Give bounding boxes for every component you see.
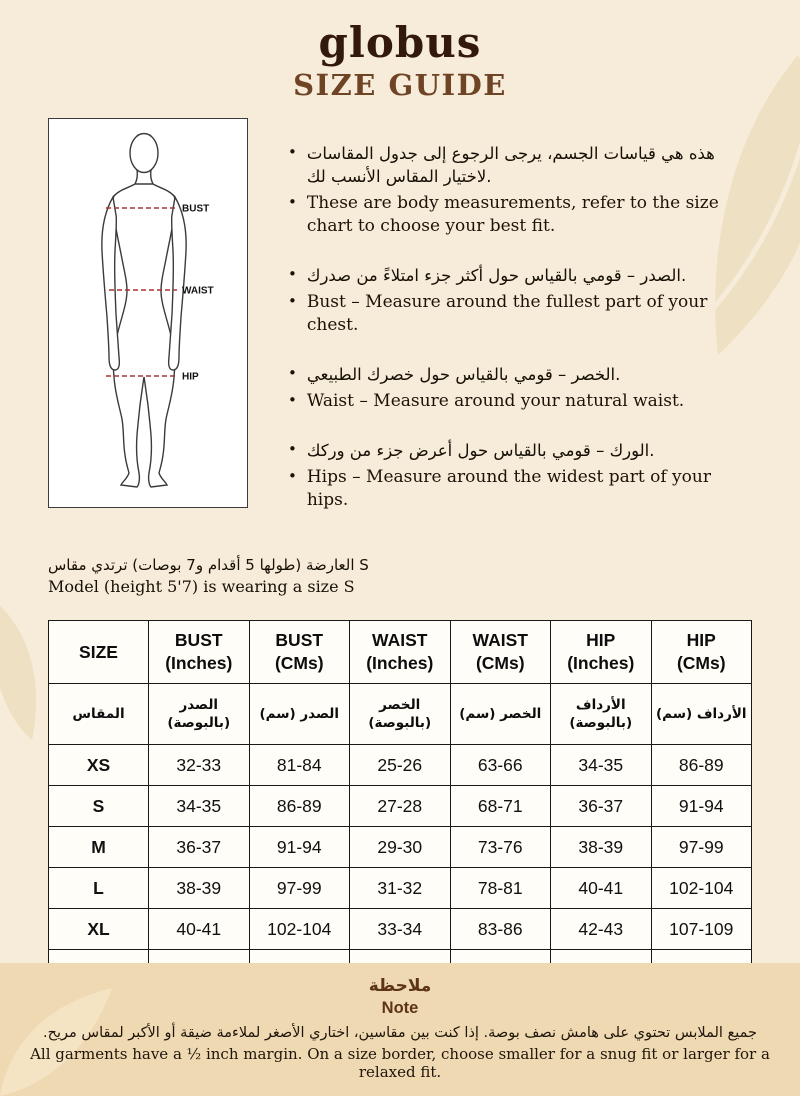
header-cell-hip-cm-ar: الأرداف (سم)	[651, 684, 752, 745]
table-cell: 91-94	[249, 827, 350, 868]
body-measurement-diagram	[49, 119, 245, 505]
table-cell: 83-86	[450, 909, 551, 950]
table-cell: 27-28	[350, 786, 451, 827]
list-item	[288, 264, 732, 287]
instruction-block-overview	[288, 142, 732, 238]
instruction-arabic: هذه هي قياسات الجسم، يرجى الرجوع إلى جدول المقاسات لاختيار المقاس الأنسب لك.	[306, 144, 715, 187]
header-cell-size-ar: المقاس	[49, 684, 149, 745]
table-cell: 31-32	[350, 868, 451, 909]
instruction-block-waist	[288, 363, 732, 413]
table-cell: 86-89	[651, 745, 752, 786]
bullet-icon: •	[288, 364, 297, 383]
header-cell-waist-in: WAIST (Inches)	[350, 621, 451, 684]
table-cell: 107-109	[651, 909, 752, 950]
size-cell: M	[49, 827, 149, 868]
table-cell: 36-37	[149, 827, 250, 868]
list-item	[288, 142, 732, 188]
table-cell: 86-89	[249, 786, 350, 827]
note-title-arabic: ملاحظة	[368, 976, 432, 996]
table-cell: 81-84	[249, 745, 350, 786]
table-cell: 25-26	[350, 745, 451, 786]
main-content	[48, 118, 760, 538]
bullet-icon: •	[288, 265, 297, 284]
table-cell: 78-81	[450, 868, 551, 909]
table-cell: 73-76	[450, 827, 551, 868]
note-body-arabic: جميع الملابس تحتوي على هامش نصف بوصة. إذا كنت بين مقاسين، اختاري الأصغر لملاءمة ضيقة أو الأكبر لمقاس مريح.	[43, 1025, 757, 1041]
header-cell-hip-in-ar: الأرداف (بالبوصة)	[551, 684, 652, 745]
header-cell-bust-cm: BUST (CMs)	[249, 621, 350, 684]
table-cell: 40-41	[149, 909, 250, 950]
bullet-icon: •	[288, 467, 297, 486]
table-cell: 32-33	[149, 745, 250, 786]
table-header-row-english	[49, 621, 752, 684]
instruction-block-bust	[288, 264, 732, 337]
table-cell: 33-34	[350, 909, 451, 950]
list-item	[288, 363, 732, 386]
table-row	[49, 745, 752, 786]
table-cell: 102-104	[651, 868, 752, 909]
header-cell-hip-in: HIP (Inches)	[551, 621, 652, 684]
leaf-decoration-left-icon	[0, 600, 54, 770]
instruction-english: Waist – Measure around your natural waist.	[306, 391, 685, 412]
table-cell: 42-43	[551, 909, 652, 950]
table-cell: 38-39	[149, 868, 250, 909]
table-header-row-arabic	[49, 684, 752, 745]
instructions-list	[288, 118, 760, 538]
table-row	[49, 868, 752, 909]
bullet-icon: •	[288, 440, 297, 459]
model-height-note	[48, 556, 752, 596]
bust-label: BUST	[182, 203, 210, 215]
list-item	[288, 390, 732, 413]
table-cell: 34-35	[149, 786, 250, 827]
list-item	[288, 192, 732, 238]
table-cell: 68-71	[450, 786, 551, 827]
header-cell-bust-in-ar: الصدر (بالبوصة)	[149, 684, 250, 745]
table-cell: 36-37	[551, 786, 652, 827]
bullet-icon: •	[288, 143, 297, 162]
bullet-icon: •	[288, 391, 297, 410]
list-item	[288, 466, 732, 512]
table-cell: 40-41	[551, 868, 652, 909]
list-item	[288, 439, 732, 462]
body-diagram-panel	[48, 118, 248, 508]
instruction-english: Hips – Measure around the widest part of your hips.	[306, 467, 711, 511]
bullet-icon: •	[288, 292, 297, 311]
table-row	[49, 827, 752, 868]
header-cell-bust-cm-ar: الصدر (سم)	[249, 684, 350, 745]
size-cell: S	[49, 786, 149, 827]
table-cell: 97-99	[249, 868, 350, 909]
table-cell: 91-94	[651, 786, 752, 827]
table-cell: 34-35	[551, 745, 652, 786]
table-row	[49, 786, 752, 827]
note-section	[0, 963, 800, 1096]
waist-label: WAIST	[182, 285, 214, 297]
table-cell: 38-39	[551, 827, 652, 868]
table-cell: 29-30	[350, 827, 451, 868]
page-header	[0, 0, 800, 102]
instruction-arabic: الخصر – قومي بالقياس حول خصرك الطبيعي.	[306, 365, 621, 385]
figure-silhouette	[102, 134, 186, 488]
instruction-english: Bust – Measure around the fullest part of your chest.	[306, 292, 708, 336]
header-cell-bust-in: BUST (Inches)	[149, 621, 250, 684]
header-cell-waist-cm: WAIST (CMs)	[450, 621, 551, 684]
header-cell-hip-cm: HIP (CMs)	[651, 621, 752, 684]
table-cell: 97-99	[651, 827, 752, 868]
size-cell: XS	[49, 745, 149, 786]
instruction-arabic: الصدر – قومي بالقياس حول أكثر جزء امتلاءً من صدرك.	[306, 266, 687, 286]
note-body-english: All garments have a ½ inch margin. On a size border, choose smaller for a snug fit or larger for a relaxed fit.	[30, 1045, 770, 1081]
size-cell: XL	[49, 909, 149, 950]
hip-label: HIP	[182, 371, 199, 383]
page-title: SIZE GUIDE	[293, 68, 507, 103]
size-table	[48, 620, 752, 991]
table-row	[49, 909, 752, 950]
table-cell: 102-104	[249, 909, 350, 950]
size-cell: L	[49, 868, 149, 909]
header-cell-waist-cm-ar: الخصر (سم)	[450, 684, 551, 745]
table-cell: 63-66	[450, 745, 551, 786]
brand-logo: globus	[318, 18, 482, 67]
bullet-icon: •	[288, 193, 297, 212]
instruction-arabic: الورك – قومي بالقياس حول أعرض جزء من وركك.	[306, 441, 655, 461]
instruction-block-hip	[288, 439, 732, 512]
note-title-english: Note	[381, 999, 419, 1017]
model-note-arabic: العارضة (طولها 5 أقدام و7 بوصات) ترتدي مقاس S	[48, 556, 369, 575]
list-item	[288, 291, 732, 337]
model-note-english: Model (height 5'7) is wearing a size S	[48, 577, 355, 597]
header-cell-waist-in-ar: الخصر (بالبوصة)	[350, 684, 451, 745]
instruction-english: These are body measurements, refer to the size chart to choose your best fit.	[306, 193, 719, 237]
header-cell-size: SIZE	[49, 621, 149, 684]
